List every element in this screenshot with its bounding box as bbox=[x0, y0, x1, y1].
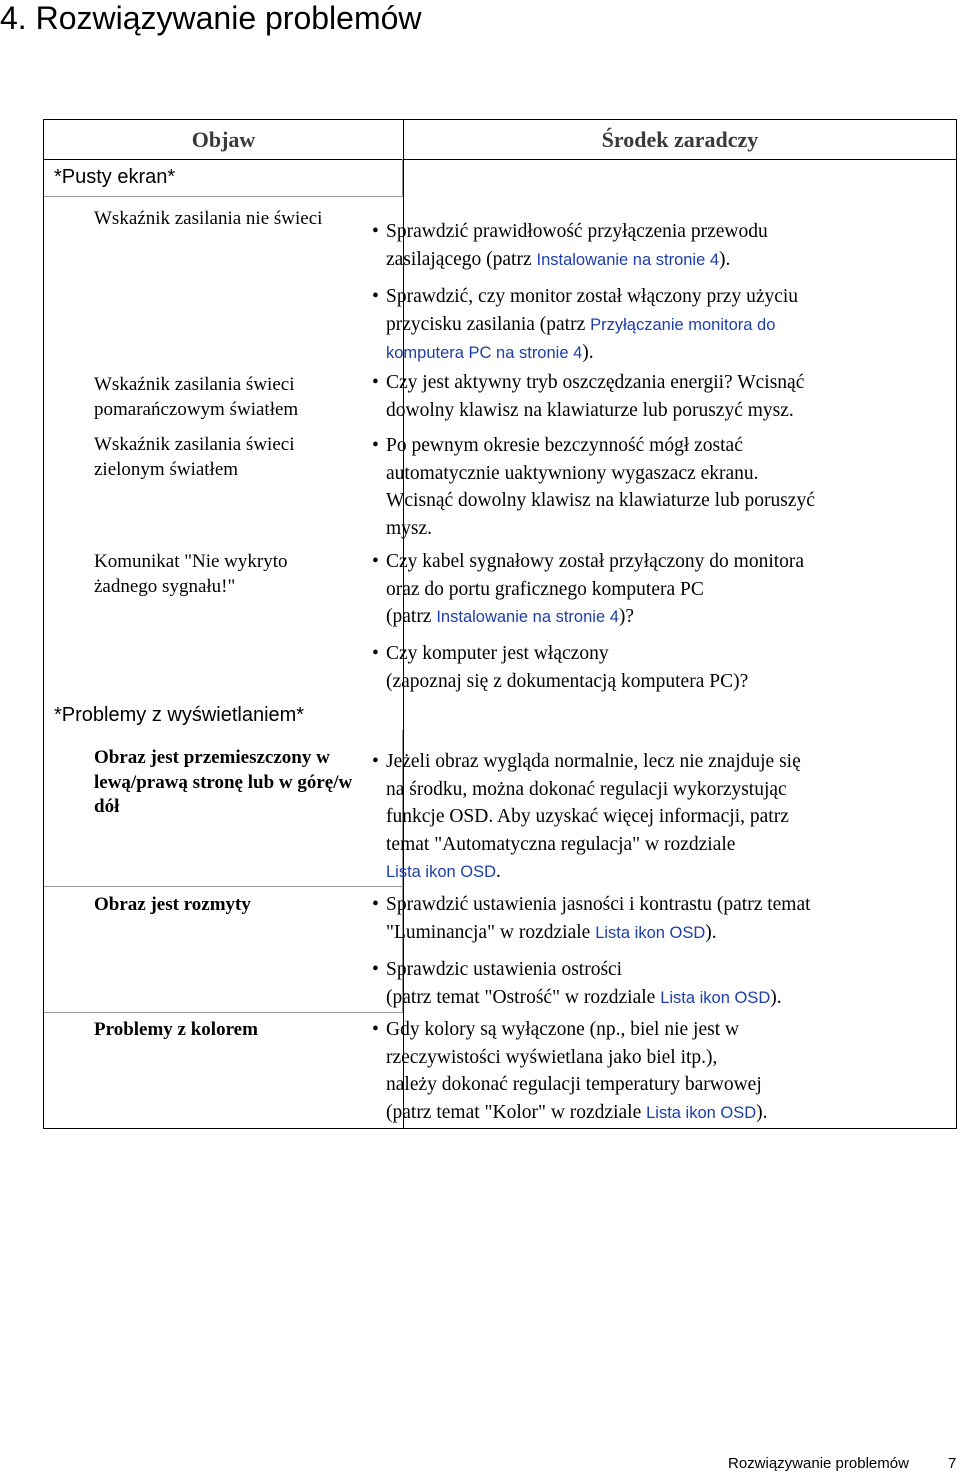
remedy-screensaver bbox=[370, 432, 930, 542]
reference-link[interactable]: Przyłączanie monitora do bbox=[590, 315, 776, 334]
reference-link[interactable]: Lista ikon OSD bbox=[386, 863, 497, 881]
symptom-row-frame bbox=[44, 887, 403, 1013]
remedy-line: temat "Automatyczna regulacja" w rozdziale bbox=[386, 833, 736, 855]
reference-link[interactable]: Instalowanie na stronie 4 bbox=[536, 250, 720, 269]
remedy-line: • Sprawdzic ustawienia ostrości bbox=[370, 956, 930, 984]
remedy-check-power-button bbox=[370, 283, 930, 368]
page-title: 4. Rozwiązywanie problemów bbox=[0, 0, 422, 36]
header-remedy: Środek zaradczy bbox=[601, 126, 759, 152]
remedy-line: Lista ikon OSD. bbox=[386, 861, 501, 882]
remedy-brightness-contrast bbox=[370, 891, 930, 947]
symptom-power-off: Wskaźnik zasilania nie świeci bbox=[94, 208, 323, 229]
remedy-computer-on bbox=[370, 640, 930, 695]
remedy-line: • Sprawdzić prawidłowość przyłączenia przewodu bbox=[370, 218, 930, 246]
remedy-line: • Czy jest aktywny tryb oszczędzania energii? Wcisnąć bbox=[370, 369, 930, 397]
remedy-line: • Gdy kolory są wyłączone (np., biel nie jest w bbox=[370, 1016, 930, 1044]
remedy-check-signal-cable bbox=[370, 548, 930, 632]
remedy-line: automatycznie uaktywniony wygaszacz ekranu. bbox=[386, 462, 759, 484]
reference-link[interactable]: Lista ikon OSD bbox=[595, 923, 706, 942]
remedy-line: • Sprawdzić ustawienia jasności i kontrastu (patrz temat bbox=[370, 891, 930, 919]
remedy-line: • Po pewnym okresie bezczynność mógł zostać bbox=[370, 432, 930, 460]
header-symptom: Objaw bbox=[191, 126, 256, 152]
remedy-line: funkcje OSD. Aby uzyskać więcej informacji, patrz bbox=[386, 806, 789, 827]
remedy-line: mysz. bbox=[386, 517, 433, 539]
category-display-problems: *Problemy z wyświetlaniem* bbox=[54, 704, 305, 726]
remedy-line: (patrz temat "Ostrość" w rozdziale Lista ikon OSD). bbox=[386, 986, 782, 1008]
remedy-line: • Sprawdzić, czy monitor został włączony przy użyciu bbox=[370, 283, 930, 311]
remedy-sharpness bbox=[370, 956, 930, 1012]
reference-link[interactable]: Lista ikon OSD bbox=[646, 1103, 757, 1122]
remedy-line: zasilającego (patrz Instalowanie na stronie 4). bbox=[386, 248, 731, 270]
remedy-osd-position bbox=[370, 748, 930, 887]
remedy-line: dowolny klawisz na klawiaturze lub poruszyć mysz. bbox=[386, 399, 794, 421]
remedy-line: oraz do portu graficznego komputera PC bbox=[386, 578, 704, 600]
footer-page-number: 7 bbox=[948, 1455, 957, 1472]
reference-link[interactable]: komputera PC na stronie 4 bbox=[386, 344, 583, 362]
remedy-line: na środku, można dokonać regulacji wykorzystując bbox=[386, 778, 787, 800]
remedy-color-temperature bbox=[370, 1016, 930, 1127]
remedy-line: rzeczywistości wyświetlana jako biel itp.), bbox=[386, 1046, 718, 1068]
remedy-line: (patrz temat "Kolor" w rozdziale Lista ikon OSD). bbox=[386, 1101, 768, 1123]
remedy-line: (patrz Instalowanie na stronie 4)? bbox=[386, 606, 635, 627]
remedy-line: Wcisnąć dowolny klawisz na klawiaturze lub poruszyć bbox=[386, 490, 815, 511]
symptom-row-frame bbox=[44, 730, 403, 887]
symptom-power-amber: Wskaźnik zasilania świeci pomarańczowym światłem bbox=[94, 374, 299, 420]
footer-section-name: Rozwiązywanie problemów bbox=[728, 1455, 909, 1472]
category-row-frame bbox=[44, 159, 403, 197]
remedy-check-power-cable bbox=[370, 218, 930, 274]
symptom-no-signal: Komunikat "Nie wykryto żadnego sygnału!" bbox=[94, 551, 288, 597]
remedy-line: "Luminancja" w rozdziale Lista ikon OSD). bbox=[386, 921, 717, 943]
category-blank-screen: *Pusty ekran* bbox=[54, 166, 176, 188]
remedy-power-saving-mode bbox=[370, 369, 930, 424]
remedy-line: przycisku zasilania (patrz Przyłączanie monitora do bbox=[386, 313, 776, 335]
remedy-line: należy dokonać regulacji temperatury barwowej bbox=[386, 1074, 762, 1095]
remedy-line: • Czy komputer jest włączony bbox=[370, 640, 930, 668]
remedy-line: • Jeżeli obraz wygląda normalnie, lecz nie znajduje się bbox=[370, 748, 930, 776]
symptom-power-green: Wskaźnik zasilania świeci zielonym światłem bbox=[94, 434, 295, 480]
symptom-color-problems: Problemy z kolorem bbox=[94, 1019, 258, 1040]
remedy-line: komputera PC na stronie 4). bbox=[386, 342, 594, 363]
remedy-line: • Czy kabel sygnałowy został przyłączony do monitora bbox=[370, 548, 930, 576]
symptom-image-blurry: Obraz jest rozmyty bbox=[94, 894, 251, 915]
remedy-line: (zapoznaj się z dokumentacją komputera PC)? bbox=[386, 670, 749, 692]
reference-link[interactable]: Lista ikon OSD bbox=[660, 988, 771, 1007]
symptom-image-offset: Obraz jest przemieszczony w lewą/prawą stronę lub w górę/w dół bbox=[94, 747, 353, 817]
reference-link[interactable]: Instalowanie na stronie 4 bbox=[436, 608, 619, 626]
